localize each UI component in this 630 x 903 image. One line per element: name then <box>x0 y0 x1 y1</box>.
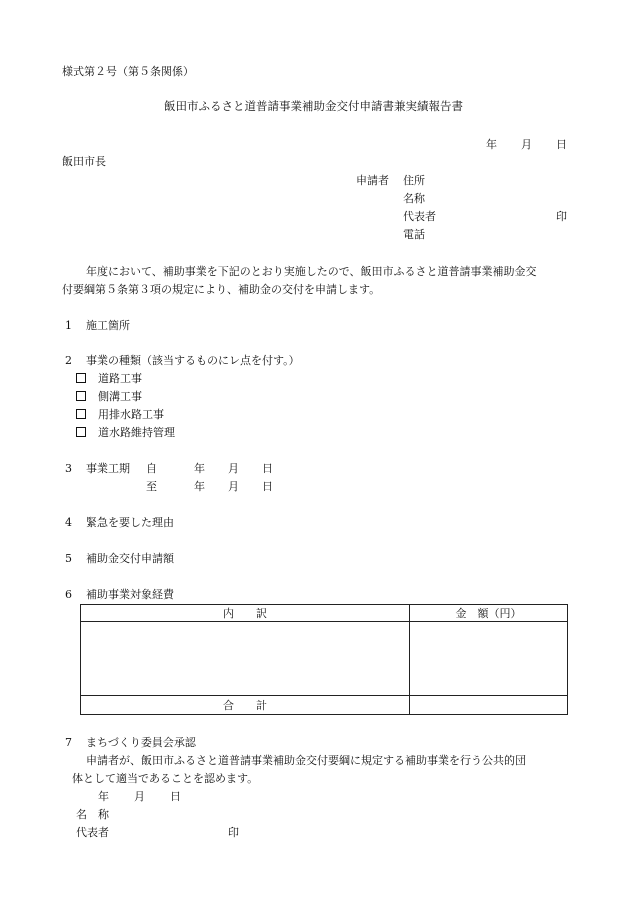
option-label: 道路工事 <box>98 372 142 385</box>
section-6-number: 6 <box>65 588 72 601</box>
period-from-label: 自 <box>146 462 157 475</box>
period-to-month: 月 <box>228 480 239 493</box>
approval-month-label: 月 <box>134 790 145 803</box>
breakdown-cell[interactable] <box>81 622 410 696</box>
section-1-number: 1 <box>65 319 72 332</box>
checkbox-side-ditch[interactable] <box>76 391 86 401</box>
section-1-label: 施工箇所 <box>86 319 130 332</box>
applicant-phone-label: 電話 <box>403 228 425 241</box>
period-from-day: 日 <box>262 462 273 475</box>
date-day-label: 日 <box>556 138 567 151</box>
option-road-work[interactable] <box>76 373 142 384</box>
applicant-seal-mark: 印 <box>556 210 567 223</box>
section-6-label: 補助事業対象経費 <box>86 588 174 601</box>
section-2-label: 事業の種類（該当するものにレ点を付す。） <box>86 354 300 367</box>
period-to-day: 日 <box>262 480 273 493</box>
approval-name-label: 名 称 <box>76 808 109 821</box>
total-amount-cell[interactable] <box>410 696 568 715</box>
checkbox-maintenance[interactable] <box>76 427 86 437</box>
cost-table <box>80 604 568 715</box>
date-month-label: 月 <box>521 138 532 151</box>
option-maintenance[interactable] <box>76 427 175 438</box>
approval-seal-mark: 印 <box>228 826 239 839</box>
section-2-number: 2 <box>65 354 72 367</box>
approval-day-label: 日 <box>170 790 181 803</box>
document-title: 飯田市ふるさと道普請事業補助金交付申請書兼実績報告書 <box>164 99 463 113</box>
col-header-breakdown: 内 訳 <box>81 605 410 622</box>
section-7-label: まちづくり委員会承認 <box>86 736 196 749</box>
form-number: 様式第２号（第５条関係） <box>62 65 194 78</box>
period-from-month: 月 <box>228 462 239 475</box>
option-label: 側溝工事 <box>98 390 142 403</box>
section-4-label: 緊急を要した理由 <box>86 516 174 529</box>
recipient: 飯田市長 <box>62 155 106 168</box>
date-year-label: 年 <box>486 138 497 151</box>
approval-representative-label: 代表者 <box>76 826 109 839</box>
amount-cell[interactable] <box>410 622 568 696</box>
total-label: 合 計 <box>81 696 410 715</box>
intro-line-1: 年度において、補助事業を下記のとおり実施したので、飯田市ふるさと道普請事業補助金交 <box>86 265 537 278</box>
intro-line-2: 付要綱第５条第３項の規定により、補助金の交付を申請します。 <box>62 283 381 296</box>
applicant-label: 申請者 <box>356 174 389 187</box>
applicant-representative-label: 代表者 <box>403 210 436 223</box>
option-label: 用排水路工事 <box>98 408 164 421</box>
approval-year-label: 年 <box>98 790 109 803</box>
checkbox-road-work[interactable] <box>76 373 86 383</box>
period-from-year: 年 <box>194 462 205 475</box>
approval-text-line-2: 体として適当であることを認めます。 <box>72 772 259 785</box>
option-label: 道水路維持管理 <box>98 426 175 439</box>
option-drainage[interactable] <box>76 409 164 420</box>
section-4-number: 4 <box>65 516 72 529</box>
section-3-label: 事業工期 <box>86 462 130 475</box>
section-3-number: 3 <box>65 462 72 475</box>
checkbox-drainage[interactable] <box>76 409 86 419</box>
period-to-year: 年 <box>194 480 205 493</box>
applicant-address-label: 住所 <box>403 174 425 187</box>
applicant-name-label: 名称 <box>403 192 425 205</box>
section-5-number: 5 <box>65 552 72 565</box>
period-to-label: 至 <box>146 480 157 493</box>
option-side-ditch[interactable] <box>76 391 142 402</box>
approval-text-line-1: 申請者が、飯田市ふるさと道普請事業補助金交付要綱に規定する補助事業を行う公共的団 <box>86 754 526 767</box>
section-5-label: 補助金交付申請額 <box>86 552 174 565</box>
col-header-amount: 金 額（円） <box>410 605 568 622</box>
section-7-number: 7 <box>65 736 72 749</box>
